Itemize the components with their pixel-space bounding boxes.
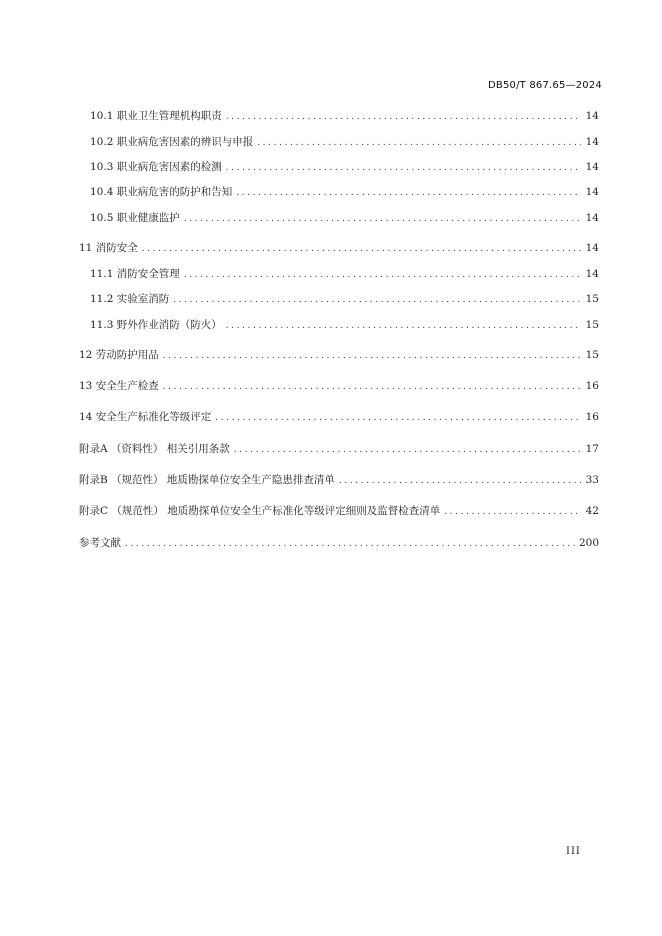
- toc-entry-11-1[interactable]: [79, 266, 599, 282]
- toc-entry-references[interactable]: [79, 535, 599, 551]
- toc-entry-label: 11.3 野外作业消防（防火）: [90, 319, 222, 331]
- toc-entry-11[interactable]: [79, 240, 599, 256]
- toc-entry-label: 10.4 职业病危害的防护和告知: [90, 186, 233, 198]
- toc-leader-dots: [226, 160, 581, 176]
- toc-entry-label: 12 劳动防护用品: [79, 349, 159, 361]
- toc-leader-dots: [125, 536, 575, 552]
- toc-entry-appendix-c[interactable]: [79, 503, 599, 519]
- toc-entry-10-3[interactable]: [79, 159, 599, 175]
- toc-entry-page: 15: [585, 319, 599, 331]
- toc-leader-dots: [444, 504, 581, 520]
- toc-entry-label: 11 消防安全: [79, 242, 138, 254]
- toc-entry-11-2[interactable]: [79, 291, 599, 307]
- toc-entry-page: 15: [585, 293, 599, 305]
- toc-leader-dots: [163, 348, 581, 364]
- toc-entry-page: 33: [585, 474, 599, 486]
- toc-entry-label: 参考文献: [79, 537, 121, 549]
- toc-entry-label: 14 安全生产标准化等级评定: [79, 411, 212, 423]
- toc-entry-label: 附录A （资料性） 相关引用条款: [79, 443, 230, 455]
- toc-entry-13[interactable]: [79, 378, 599, 394]
- toc-entry-page: 14: [585, 242, 599, 254]
- toc-entry-page: 14: [585, 136, 599, 148]
- toc-leader-dots: [234, 442, 581, 458]
- toc-leader-dots: [215, 410, 581, 426]
- toc-entry-10-1[interactable]: [79, 108, 599, 124]
- toc-entry-label: 11.2 实验室消防: [90, 293, 170, 305]
- toc-entry-label: 附录C （规范性） 地质勘探单位安全生产标准化等级评定细则及监督检查清单: [79, 505, 441, 517]
- toc-entry-label: 10.2 职业病危害因素的辨识与申报: [90, 136, 254, 148]
- toc-entry-page: 15: [585, 349, 599, 361]
- toc-entry-label: 附录B （规范性） 地质勘探单位安全生产隐患排查清单: [79, 474, 335, 486]
- toc-leader-dots: [184, 211, 581, 227]
- toc-entry-page: 200: [578, 537, 599, 549]
- toc-leader-dots: [184, 267, 581, 283]
- toc-entry-11-3[interactable]: [79, 317, 599, 333]
- toc-entry-page: 42: [585, 505, 599, 517]
- toc-entry-page: 14: [585, 186, 599, 198]
- toc-entry-appendix-a[interactable]: [79, 441, 599, 457]
- toc-entry-page: 16: [585, 411, 599, 423]
- toc-entry-10-2[interactable]: [79, 134, 599, 150]
- toc-entry-page: 14: [585, 110, 599, 122]
- toc-leader-dots: [236, 185, 581, 201]
- toc-entry-12[interactable]: [79, 347, 599, 363]
- toc-leader-dots: [163, 379, 581, 395]
- toc-entry-10-4[interactable]: [79, 184, 599, 200]
- toc-leader-dots: [339, 473, 581, 489]
- toc-leader-dots: [257, 135, 581, 151]
- toc-entry-label: 10.3 职业病危害因素的检测: [90, 161, 222, 173]
- toc-leader-dots: [142, 241, 581, 257]
- toc-entry-label: 11.1 消防安全管理: [90, 268, 180, 280]
- toc-entry-label: 13 安全生产检查: [79, 380, 159, 392]
- toc-entry-10-5[interactable]: [79, 210, 599, 226]
- toc-entry-page: 16: [585, 380, 599, 392]
- document-code: DB50/T 867.65—2024: [488, 80, 602, 91]
- toc-entry-label: 10.1 职业卫生管理机构职责: [90, 110, 222, 122]
- toc-entry-page: 14: [585, 161, 599, 173]
- page-number: III: [566, 846, 581, 857]
- toc-leader-dots: [226, 318, 581, 334]
- toc-entry-page: 14: [585, 212, 599, 224]
- toc-leader-dots: [173, 292, 581, 308]
- toc-entry-appendix-b[interactable]: [79, 472, 599, 488]
- toc-leader-dots: [226, 109, 581, 125]
- toc-entry-14[interactable]: [79, 409, 599, 425]
- toc-entry-page: 14: [585, 268, 599, 280]
- toc-entry-label: 10.5 职业健康监护: [90, 212, 180, 224]
- toc-entry-page: 17: [585, 443, 599, 455]
